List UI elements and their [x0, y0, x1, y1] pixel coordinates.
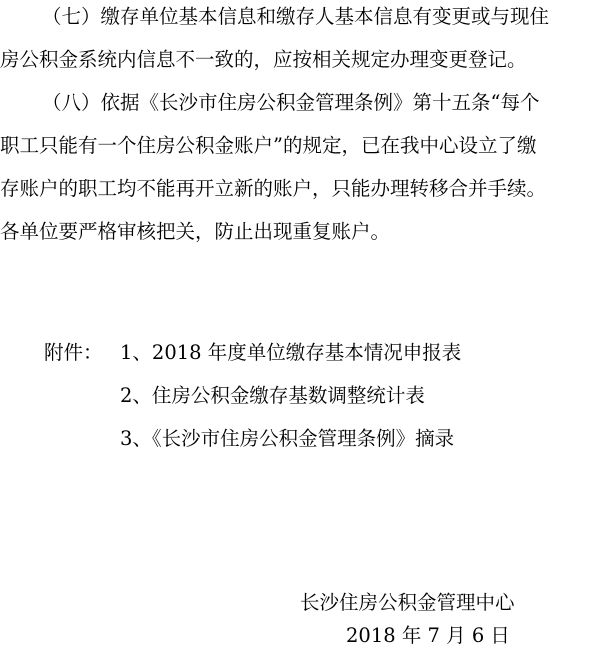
attachment-item-1: 1、2018 年度单位缴存基本情况申报表: [120, 341, 462, 364]
paragraph-7-line-1: （七）缴存单位基本信息和缴存人基本信息有变更或与现住: [42, 5, 550, 28]
signature-organization: 长沙住房公积金管理中心: [300, 591, 515, 614]
attachment-item-2: 2、住房公积金缴存基数调整统计表: [120, 384, 425, 407]
paragraph-8-line-1: （八）依据《长沙市住房公积金管理条例》第十五条“每个: [42, 91, 540, 114]
paragraph-7-line-2: 房公积金系统内信息不一致的，应按相关规定办理变更登记。: [0, 48, 527, 71]
attachment-item-3: 3、《长沙市住房公积金管理条例》摘录: [120, 427, 455, 450]
paragraph-8-line-4: 各单位要严格审核把关，防止出现重复账户。: [0, 220, 391, 243]
paragraph-8-line-2: 职工只能有一个住房公积金账户”的规定，已在我中心设立了缴: [0, 134, 537, 157]
attachments-label: 附件：: [44, 341, 103, 364]
paragraph-8-line-3: 存账户的职工均不能再开立新的账户，只能办理转移合并手续。: [0, 177, 547, 200]
signature-date: 2018 年 7 月 6 日: [346, 624, 510, 647]
